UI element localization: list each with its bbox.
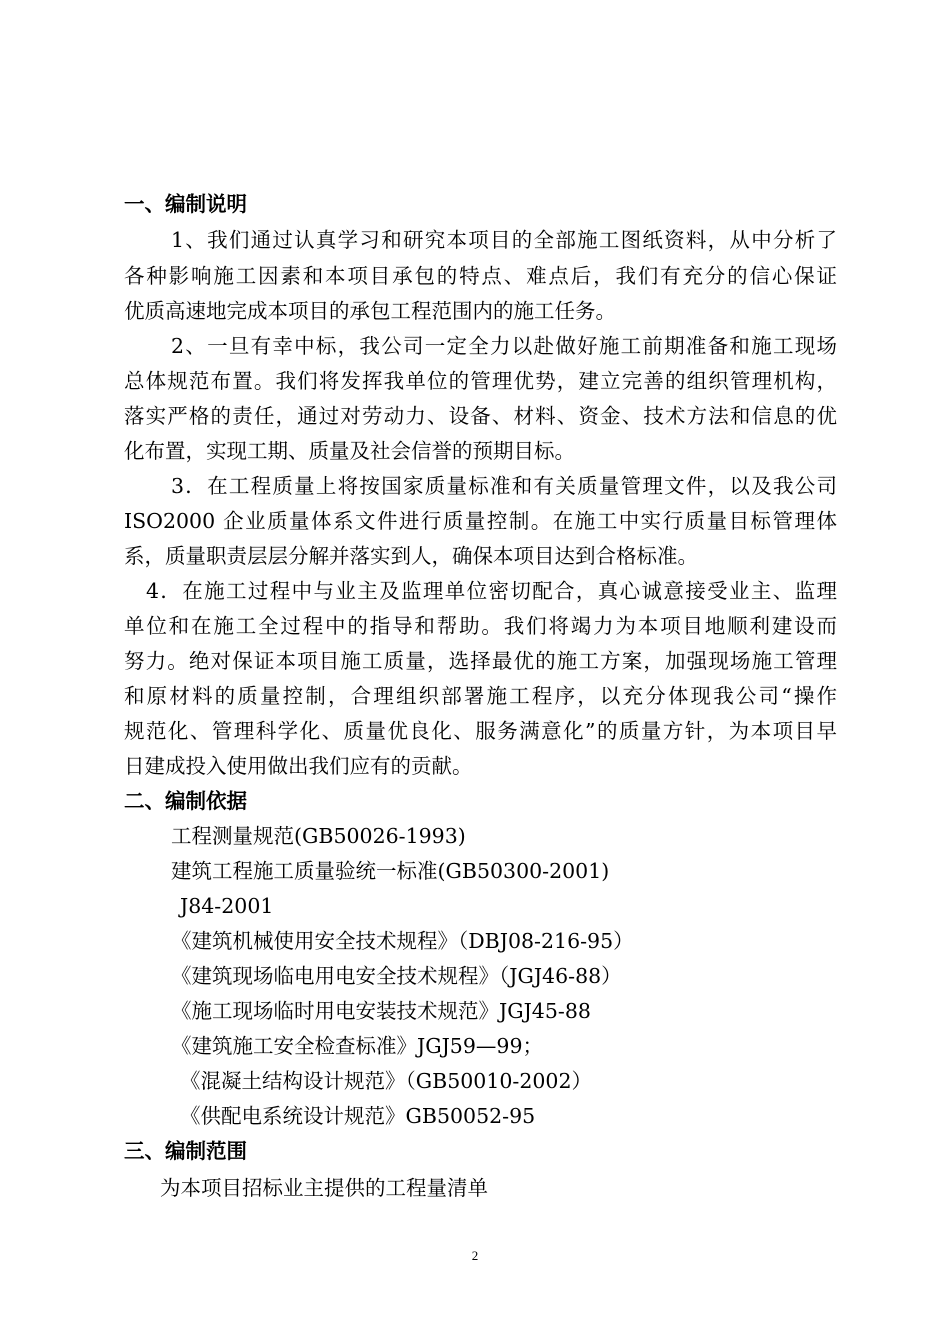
paragraph-4-line-4: 和原材料的质量控制，合理组织部署施工程序，以充分体现我公司“操作	[124, 684, 837, 708]
paragraph-4-line-3: 努力。绝对保证本项目施工质量，选择最优的施工方案，加强现场施工管理	[124, 649, 837, 673]
reference-item: 《建筑机械使用安全技术规程》（DBJ08-216-95）	[171, 929, 634, 953]
reference-item: 工程测量规范(GB50026-1993)	[171, 824, 466, 848]
paragraph-1-line-2: 各种影响施工因素和本项目承包的特点、难点后，我们有充分的信心保证	[124, 264, 837, 288]
reference-item: J84-2001	[180, 894, 274, 918]
reference-item: 《建筑施工安全检查标准》JGJ59—99；	[171, 1034, 543, 1058]
reference-item: 《施工现场临时用电安装技术规范》JGJ45-88	[171, 999, 591, 1023]
section-heading-1: 一、编制说明	[124, 192, 247, 216]
page-number: 2	[471, 1248, 479, 1263]
paragraph-2-line-1: 2、一旦有幸中标，我公司一定全力以赴做好施工前期准备和施工现场	[171, 334, 837, 358]
paragraph-2-line-2: 总体规范布置。我们将发挥我单位的管理优势，建立完善的组织管理机构，	[124, 369, 837, 393]
paragraph-3-line-2: ISO2000 企业质量体系文件进行质量控制。在施工中实行质量目标管理体	[124, 509, 837, 533]
reference-item: 建筑工程施工质量验统一标准(GB50300-2001)	[171, 859, 610, 883]
paragraph-3-line-1: 3．在工程质量上将按国家质量标准和有关质量管理文件，以及我公司	[171, 474, 837, 498]
paragraph-2-line-4: 化布置，实现工期、质量及社会信誉的预期目标。	[124, 439, 575, 463]
paragraph-1-line-3: 优质高速地完成本项目的承包工程范围内的施工任务。	[124, 299, 616, 323]
section-heading-3: 三、编制范围	[124, 1139, 247, 1163]
section-heading-2: 二、编制依据	[124, 789, 247, 813]
paragraph-4-line-6: 日建成投入使用做出我们应有的贡献。	[124, 754, 473, 778]
reference-item: 《建筑现场临电用电安全技术规程》（JGJ46-88）	[171, 964, 622, 988]
paragraph-3-line-3: 系，质量职责层层分解并落实到人，确保本项目达到合格标准。	[124, 544, 698, 568]
paragraph-1-line-1: 1、我们通过认真学习和研究本项目的全部施工图纸资料，从中分析了	[171, 228, 837, 252]
reference-item: 《混凝土结构设计规范》（GB50010-2002）	[180, 1069, 593, 1093]
paragraph-4-line-1: 4．在施工过程中与业主及监理单位密切配合，真心诚意接受业主、监理	[146, 579, 837, 603]
paragraph-4-line-5: 规范化、管理科学化、质量优良化、服务满意化”的质量方针，为本项目早	[124, 719, 837, 743]
scope-text: 为本项目招标业主提供的工程量清单	[160, 1176, 488, 1200]
reference-item: 《供配电系统设计规范》GB50052-95	[180, 1104, 536, 1128]
paragraph-4-line-2: 单位和在施工全过程中的指导和帮助。我们将竭力为本项目地顺利建设而	[124, 614, 837, 638]
paragraph-2-line-3: 落实严格的责任，通过对劳动力、设备、材料、资金、技术方法和信息的优	[124, 404, 837, 428]
